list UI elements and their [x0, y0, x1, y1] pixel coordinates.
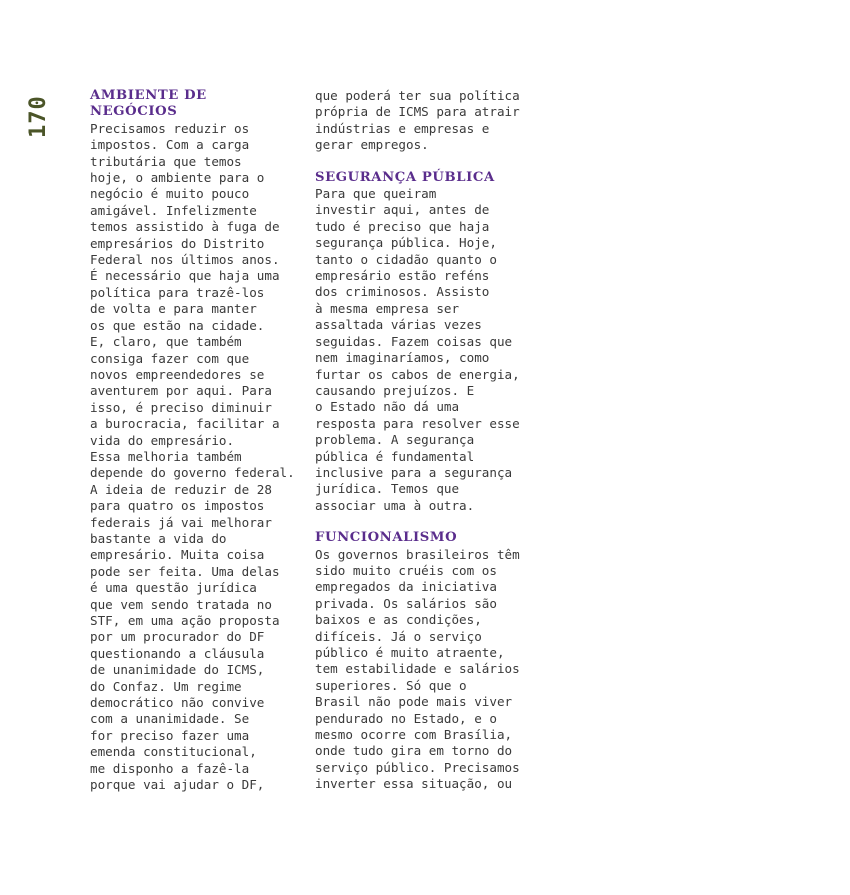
funcionalismo-body-line: privada. Os salários são	[315, 595, 497, 611]
ambiente-body-line: pode ser feita. Uma delas	[90, 563, 280, 579]
funcionalismo-body-line: superiores. Só que o	[315, 677, 467, 693]
funcionalismo-body-line: Brasil não pode mais viver	[315, 694, 513, 710]
funcionalismo-body-line: onde tudo gira em torno do	[315, 743, 513, 759]
funcionalismo-body-line: serviço público. Precisamos	[315, 759, 520, 775]
ambiente-body-line: Precisamos reduzir os	[90, 120, 250, 136]
seguranca-body-line: resposta para resolver esse	[315, 415, 520, 431]
ambiente-body-line: com a unanimidade. Se	[90, 711, 250, 727]
seguranca-body-line: Para que queiram	[315, 186, 437, 202]
ambiente-body-line: temos assistido à fuga de	[90, 219, 280, 235]
page-number	[26, 90, 56, 140]
funcionalismo-body-line: difíceis. Já o serviço	[315, 628, 482, 644]
ambiente-body-line: emenda constitucional,	[90, 744, 257, 760]
seguranca-body-line: inclusive para a segurança	[315, 464, 513, 480]
funcionalismo-body-line: sido muito cruéis com os	[315, 562, 497, 578]
ambiente-body-line: para quatro os impostos	[90, 498, 265, 514]
ambiente-body-line: os que estão na cidade.	[90, 317, 265, 333]
funcionalismo-body-line: Os governos brasileiros têm	[315, 546, 520, 562]
ambiente-body-line: consiga fazer com que	[90, 350, 250, 366]
ambiente-body-line: porque vai ajudar o DF,	[90, 777, 265, 793]
ambiente-body-line: E, claro, que também	[90, 334, 242, 350]
funcionalismo-body-line: inverter essa situação, ou	[315, 776, 513, 792]
funcionalismo-body-line: público é muito atraente,	[315, 645, 505, 660]
ambiente-body-line: empresários do Distrito	[90, 235, 265, 251]
seguranca-body-line: seguidas. Fazem coisas que	[315, 333, 513, 349]
section-heading-funcionalismo: FUNCIONALISMO	[315, 530, 458, 546]
ambiente-body-line: a burocracia, facilitar a	[90, 416, 280, 432]
ambiente-body-line: bastante a vida do	[90, 530, 227, 546]
ambiente-body-line: negócio é muito pouco	[90, 186, 250, 202]
ambiente-body-line: de unanimidade do ICMS,	[90, 662, 265, 678]
section-heading-seguranca: SEGURANÇA PÚBLICA	[315, 169, 495, 185]
funcionalismo-body	[315, 547, 530, 793]
seguranca-body-line: nem imaginaríamos, como	[315, 350, 490, 366]
seguranca-body	[315, 186, 530, 514]
funcionalismo-body-line: pendurado no Estado, e o	[315, 710, 497, 726]
seguranca-body-line: tanto o cidadão quanto o	[315, 251, 497, 267]
ambiente-body-line: aventurem por aqui. Para	[90, 383, 272, 399]
ambiente-body-line: democrático não convive	[90, 695, 265, 711]
seguranca-body-line: problema. A segurança	[315, 432, 475, 448]
seguranca-body-line: causando prejuízos. E	[315, 382, 475, 398]
funcionalismo-body-line: baixos e as condições,	[315, 612, 482, 628]
seguranca-body-line: furtar os cabos de energia,	[315, 366, 520, 382]
ambiente-body-line: Federal nos últimos anos.	[90, 252, 280, 268]
ambiente-body-line: hoje, o ambiente para o	[90, 170, 265, 186]
ambiente-body-line: questionando a cláusula	[90, 645, 265, 661]
page-number-text: 170	[26, 95, 51, 138]
seguranca-body-line: empresário estão reféns	[315, 268, 490, 284]
ambiente-body	[90, 121, 305, 794]
ambiente-body-line: A ideia de reduzir de 28	[90, 481, 272, 497]
seguranca-body-line: assaltada várias vezes	[315, 317, 482, 333]
continued-paragraph-line: que poderá ter sua política	[315, 88, 520, 103]
seguranca-body-line: investir aqui, antes de	[315, 202, 490, 218]
ambiente-body-line: que vem sendo tratada no	[90, 596, 272, 612]
seguranca-body-line: dos criminosos. Assisto	[315, 284, 490, 300]
ambiente-body-line: por um procurador do DF	[90, 629, 265, 645]
ambiente-body-line: do Confaz. Um regime	[90, 678, 242, 694]
ambiente-body-line: me disponho a fazê-la	[90, 760, 250, 776]
seguranca-body-line: o Estado não dá uma	[315, 399, 460, 415]
ambiente-body-line: É necessário que haja uma	[90, 268, 280, 284]
seguranca-body-line: jurídica. Temos que	[315, 481, 460, 497]
ambiente-body-line: depende do governo federal.	[90, 465, 295, 481]
section-heading-ambiente-line-1: AMBIENTE DE	[90, 88, 207, 103]
funcionalismo-body-line: mesmo ocorre com Brasília,	[315, 727, 513, 743]
ambiente-body-line: impostos. Com a carga	[90, 137, 250, 153]
right-column	[315, 88, 530, 793]
seguranca-body-line: à mesma empresa ser	[315, 300, 460, 316]
ambiente-body-line: de volta e para manter	[90, 301, 257, 317]
left-column	[90, 88, 305, 793]
seguranca-body-line: tudo é preciso que haja	[315, 218, 490, 234]
ambiente-body-line: vida do empresário.	[90, 432, 235, 448]
seguranca-body-line: segurança pública. Hoje,	[315, 235, 497, 251]
ambiente-body-line: política para trazê-los	[90, 284, 265, 300]
funcionalismo-body-line: empregados da iniciativa	[315, 579, 497, 595]
seguranca-body-line: associar uma à outra.	[315, 497, 475, 513]
continued-paragraph-line: gerar empregos.	[315, 137, 429, 153]
ambiente-body-line: novos empreendedores se	[90, 366, 265, 382]
ambiente-body-line: for preciso fazer uma	[90, 727, 250, 743]
continued-paragraph-line: própria de ICMS para atrair	[315, 104, 520, 120]
ambiente-body-line: é uma questão jurídica	[90, 580, 257, 596]
ambiente-body-line: tributária que temos	[90, 153, 242, 169]
ambiente-body-line: federais já vai melhorar	[90, 514, 272, 530]
funcionalismo-body-line: tem estabilidade e salários	[315, 661, 520, 677]
ambiente-body-line: empresário. Muita coisa	[90, 547, 265, 563]
ambiente-body-line: STF, em uma ação proposta	[90, 613, 280, 628]
continued-paragraph	[315, 88, 530, 154]
ambiente-body-line: Essa melhoria também	[90, 448, 242, 464]
continued-paragraph-line: indústrias e empresas e	[315, 120, 490, 136]
ambiente-body-line: isso, é preciso diminuir	[90, 399, 272, 415]
seguranca-body-line: pública é fundamental	[315, 448, 475, 464]
section-heading-ambiente-line-2: NEGÓCIOS	[90, 104, 178, 120]
ambiente-body-line: amigável. Infelizmente	[90, 202, 257, 218]
